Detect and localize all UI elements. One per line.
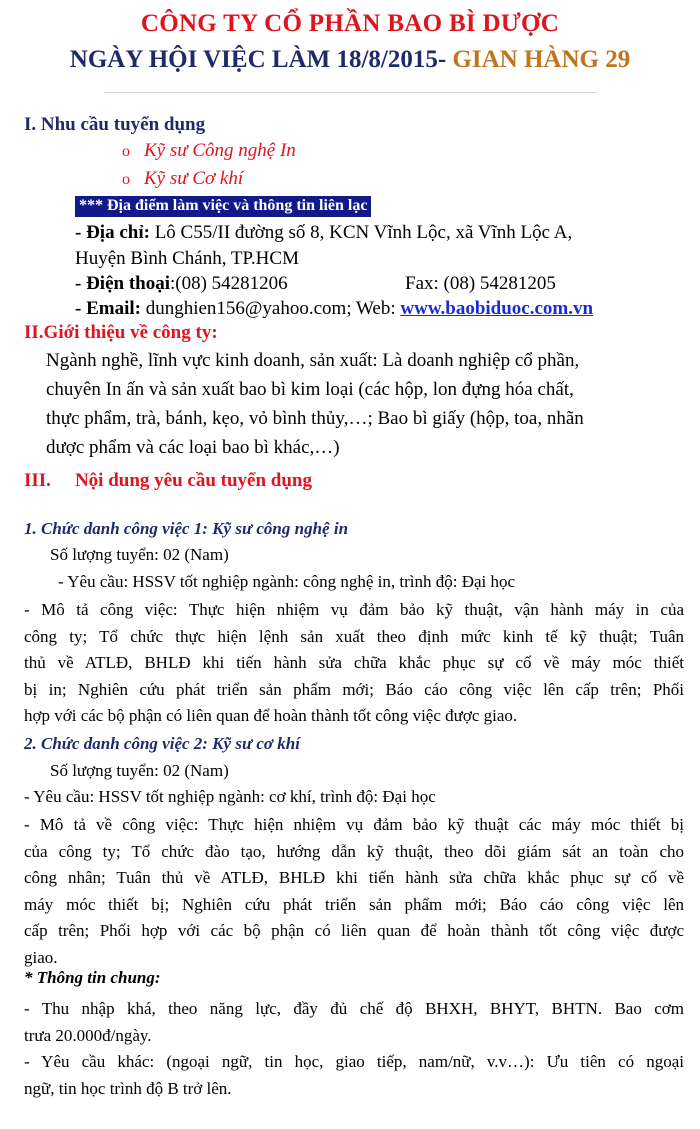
email-value: dunghien156@yahoo.com; Web:	[140, 298, 401, 319]
job2-desc-line: giao.	[24, 947, 58, 967]
intro-line: Ngành nghề, lĩnh vực kinh doanh, sản xuất: Là doanh nghiệp cổ phần,	[46, 350, 580, 371]
job1-desc-line: - Mô tả công việc: Thực hiện nhiệm vụ đảm bảo kỹ thuật, vận hành máy in của	[24, 600, 684, 619]
general-info	[24, 996, 684, 1102]
section3-title: Nội dung yêu cầu tuyển dụng	[74, 470, 312, 491]
general-line: - Yêu cầu khác: (ngoại ngữ, tin học, giao tiếp, nam/nữ, v.v…): Ưu tiên có ngoại	[24, 1052, 684, 1071]
intro-line: dược phẩm và các loại bao bì khác,…)	[46, 437, 340, 458]
address-line	[75, 222, 572, 244]
email-label: - Email:	[75, 298, 141, 319]
phone-line	[75, 273, 556, 295]
job2-requirement: - Yêu cầu: HSSV tốt nghiệp ngành: cơ khí, trình độ: Đại học	[24, 787, 436, 806]
intro-line: chuyên In ấn và sản xuất bao bì kim loại (các hộp, lon đựng hóa chất,	[46, 379, 574, 400]
booth-number: GIAN HÀNG 29	[446, 46, 631, 73]
position-label: Kỹ sư Cơ khí	[144, 168, 244, 189]
job2-desc-line: cấp trên; Phối hợp với các bộ phận có liên quan để hoàn thành tốt công việc được	[24, 921, 684, 940]
contact-highlight: *** Địa điểm làm việc và thông tin liên lạc	[75, 196, 371, 217]
general-info-heading: * Thông tin chung:	[24, 968, 161, 987]
section2-heading: II.Giới thiệu về công ty:	[24, 322, 218, 343]
company-title: CÔNG TY CỔ PHẦN BAO BÌ DƯỢC	[140, 10, 560, 37]
address-value: Lô C55/II đường số 8, KCN Vĩnh Lộc, xã Vĩnh Lộc A,	[149, 222, 573, 243]
intro-line: thực phẩm, trà, bánh, kẹo, vỏ bình thủy,…; Bao bì giấy (hộp, toa, nhãn	[46, 408, 584, 429]
section1-heading: I. Nhu cầu tuyển dụng	[24, 114, 206, 135]
general-line: trưa 20.000đ/ngày.	[24, 1025, 152, 1045]
circle-bullet-icon: o	[122, 143, 130, 160]
job1-desc-line: công ty; Tổ chức thực hiện lệnh sản xuất theo định mức kinh tế kỹ thuật; Tuân	[24, 626, 684, 646]
job2-desc-line: của công ty; Tổ chức đào tạo, hướng dẫn kỹ thuật, theo dõi giám sát an toàn cho	[24, 841, 684, 861]
job1-description	[24, 597, 684, 730]
phone-label: - Điện thoại	[75, 273, 170, 294]
address-label: - Địa chỉ:	[75, 222, 150, 243]
address-line-2: Huyện Bình Chánh, TP.HCM	[75, 248, 299, 269]
job2-quantity: Số lượng tuyển: 02 (Nam)	[50, 761, 229, 780]
general-line: - Thu nhập khá, theo năng lực, đầy đủ chế độ BHXH, BHYT, BHTN. Bao cơm	[24, 999, 684, 1018]
fax-value: Fax: (08) 54281205	[405, 273, 556, 294]
job1-desc-line: bị in; Nghiên cứu phát triển sản phẩm mới; Báo cáo công việc lên cấp trên; Phối	[24, 679, 684, 699]
event-title	[0, 46, 700, 74]
position-item-2	[122, 168, 243, 190]
job2-description	[24, 812, 684, 971]
event-title-main: NGÀY HỘI VIỆC LÀM 18/8/2015-	[69, 46, 447, 73]
general-line: ngữ, tin học trình độ B trở lên.	[24, 1078, 232, 1098]
section3-number: III.	[24, 470, 51, 491]
website-link[interactable]: www.baobiduoc.com.vn	[400, 298, 594, 319]
circle-bullet-icon: o	[122, 171, 130, 188]
job2-desc-line: máy móc thiết bị; Nghiên cứu phát triển sản phẩm mới; Báo cáo công việc lên	[24, 894, 684, 914]
job2-desc-line: công nhân; Tuân thủ về ATLĐ, BHLĐ khi tiến hành sửa chữa khắc phục sự cố về	[24, 868, 684, 887]
email-line	[75, 298, 593, 320]
company-intro	[46, 346, 682, 462]
job1-title: 1. Chức danh công việc 1: Kỹ sư công nghệ in	[24, 519, 349, 538]
job1-requirement: - Yêu cầu: HSSV tốt nghiệp ngành: công nghệ in, trình độ: Đại học	[58, 572, 516, 591]
job1-desc-line: hợp với các bộ phận có liên quan để hoàn thành tốt công việc được giao.	[24, 706, 518, 725]
position-label: Kỹ sư Công nghệ In	[144, 140, 296, 161]
header-divider	[104, 92, 596, 93]
section3-heading	[24, 470, 312, 492]
job2-desc-line: - Mô tả về công việc: Thực hiện nhiệm vụ đảm bảo kỹ thuật các máy móc thiết bị	[24, 815, 684, 834]
position-item-1	[122, 140, 296, 162]
phone-value: :(08) 54281206	[170, 273, 288, 294]
job1-quantity: Số lượng tuyển: 02 (Nam)	[50, 545, 229, 564]
job1-desc-line: thủ về ATLĐ, BHLĐ khi tiến hành sửa chữa khắc phục sự cố về máy móc thiết	[24, 653, 684, 672]
job2-title: 2. Chức danh công việc 2: Kỹ sư cơ khí	[24, 734, 300, 753]
